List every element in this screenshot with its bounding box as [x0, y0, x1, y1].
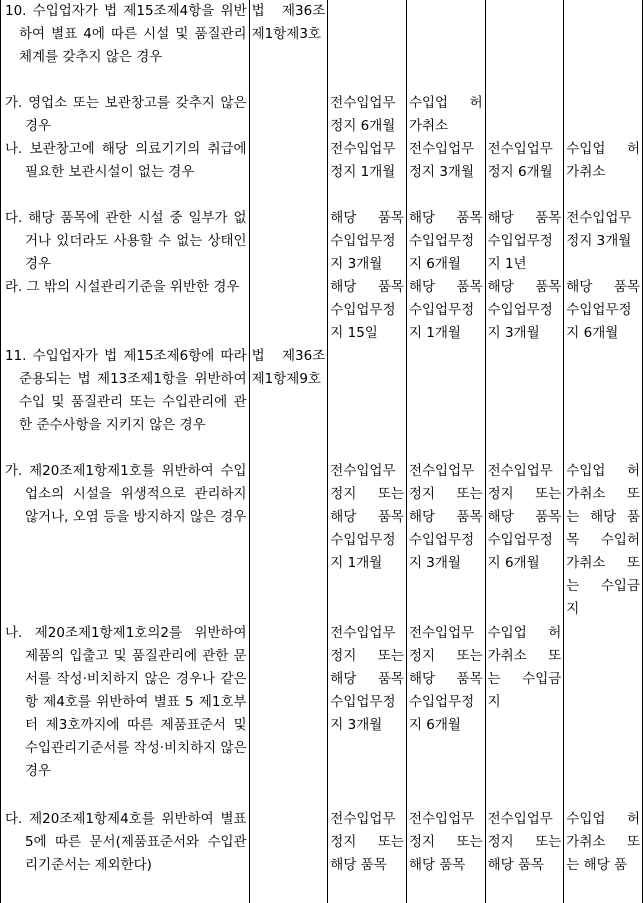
penalty-fourth-cell: 수입업 허 가취소 또 는 해당 품 — [564, 808, 643, 903]
table-row — [1, 0, 643, 92]
table-row — [1, 92, 643, 138]
table-row — [1, 460, 643, 622]
penalty-first-cell: 해당 품목 수입업무정 지 15일 — [328, 276, 407, 345]
penalty-third-cell: 전수입업무 정지 6개월 — [485, 138, 564, 207]
table-row — [1, 207, 643, 276]
table-row — [1, 276, 643, 345]
penalty-first-cell: 전수입업무 정지 1개월 — [328, 138, 407, 207]
violation-cell: 10. 수입업자가 법 제15조제4항을 위반하여 별표 4에 따른 시설 및 품질관리체계를 갖추지 않은 경우 — [1, 0, 250, 92]
law-cell — [249, 138, 328, 207]
penalty-second-cell: 수입업 허 가취소 — [406, 92, 485, 138]
penalty-first-cell: 전수입업무 정지 또는 해당 품목 — [328, 808, 407, 903]
violation-cell: 가. 영업소 또는 보관창고를 갖추지 않은 경우 — [1, 92, 250, 138]
law-cell — [249, 207, 328, 276]
penalty-fourth-cell — [564, 622, 643, 808]
violation-cell: 다. 제20조제1항제4호를 위반하여 별표 5에 따른 문서(제품표준서와 수입관리기준서는 제외한다) — [1, 808, 250, 903]
law-cell — [249, 622, 328, 808]
penalty-third-cell — [485, 345, 564, 460]
table-row — [1, 138, 643, 207]
violation-cell: 나. 보관창고에 해당 의료기기의 취급에 필요한 보관시설이 없는 경우 — [1, 138, 250, 207]
penalty-fourth-cell: 수입업 허 가취소 — [564, 138, 643, 207]
penalty-first-cell — [328, 345, 407, 460]
violation-cell: 다. 해당 품목에 관한 시설 중 일부가 없거나 있더라도 사용할 수 없는 상태인 경우 — [1, 207, 250, 276]
penalty-first-cell: 전수입업무 정지 또는 해당 품목 수입업무정 지 3개월 — [328, 622, 407, 808]
penalty-fourth-cell: 전수입업무 정지 3개월 — [564, 207, 643, 276]
violation-cell: 11. 수입업자가 법 제15조제6항에 따라 준용되는 법 제13조제1항을 위반하여 수입 및 품질관리 또는 수입관리에 관한 준수사항을 지키지 않은 경우 — [1, 345, 250, 460]
violation-cell: 가. 제20조제1항제1호를 위반하여 수입업소의 시설을 위생적으로 관리하지 않거나, 오염 등을 방지하지 않은 경우 — [1, 460, 250, 622]
penalty-first-cell: 전수입업무 정지 또는 해당 품목 수입업무정 지 1개월 — [328, 460, 407, 622]
penalty-fourth-cell — [564, 345, 643, 460]
violation-cell: 나. 제20조제1항제1호의2를 위반하여 제품의 입출고 및 품질관리에 관한 문서를 작성·비치하지 않은 경우나 같은 항 제4호를 위반하여 별표 5 제1호부터 제3호까지에 따른 제품표준서 및 수입관리기준서를 작성·비치하지 않은 경우 — [1, 622, 250, 808]
penalty-second-cell — [406, 0, 485, 92]
penalty-third-cell: 해당 품목 수입업무정 지 3개월 — [485, 276, 564, 345]
penalty-fourth-cell — [564, 92, 643, 138]
penalty-second-cell — [406, 345, 485, 460]
penalty-third-cell — [485, 92, 564, 138]
law-cell: 법 제36조 제1항제9호 — [249, 345, 328, 460]
penalty-third-cell: 전수입업무 정지 또는 해당 품목 — [485, 808, 564, 903]
penalty-first-cell: 해당 품목 수입업무정 지 3개월 — [328, 207, 407, 276]
penalty-first-cell — [328, 0, 407, 92]
law-cell — [249, 808, 328, 903]
penalty-fourth-cell — [564, 0, 643, 92]
penalty-fourth-cell: 수입업 허 가취소 또 는 해당 품 목 수입허 가취소 또 는 수입금 지 — [564, 460, 643, 622]
penalty-second-cell: 해당 품목 수입업무정 지 1개월 — [406, 276, 485, 345]
violation-cell: 라. 그 밖의 시설관리기준을 위반한 경우 — [1, 276, 250, 345]
law-cell — [249, 276, 328, 345]
penalty-fourth-cell: 해당 품목 수입업무정 지 6개월 — [564, 276, 643, 345]
penalty-third-cell — [485, 0, 564, 92]
penalty-first-cell: 전수입업무 정지 6개월 — [328, 92, 407, 138]
penalty-second-cell: 전수입업무 정지 또는 해당 품목 수입업무정 지 3개월 — [406, 460, 485, 622]
law-cell: 법 제36조 제1항제3호 — [249, 0, 328, 92]
penalty-second-cell: 전수입업무 정지 또는 해당 품목 수입업무정 지 6개월 — [406, 622, 485, 808]
penalty-second-cell: 해당 품목 수입업무정 지 6개월 — [406, 207, 485, 276]
penalty-second-cell: 전수입업무 정지 3개월 — [406, 138, 485, 207]
penalty-third-cell: 전수입업무 정지 또는 해당 품목 수입업무정 지 6개월 — [485, 460, 564, 622]
penalty-third-cell: 해당 품목 수입업무정 지 1년 — [485, 207, 564, 276]
table-row — [1, 622, 643, 808]
table-row — [1, 808, 643, 903]
table-row — [1, 345, 643, 460]
law-cell — [249, 92, 328, 138]
penalty-second-cell: 전수입업무 정지 또는 해당 품목 — [406, 808, 485, 903]
penalty-third-cell: 수입업 허 가취소 또 는 수입금 지 — [485, 622, 564, 808]
law-cell — [249, 460, 328, 622]
